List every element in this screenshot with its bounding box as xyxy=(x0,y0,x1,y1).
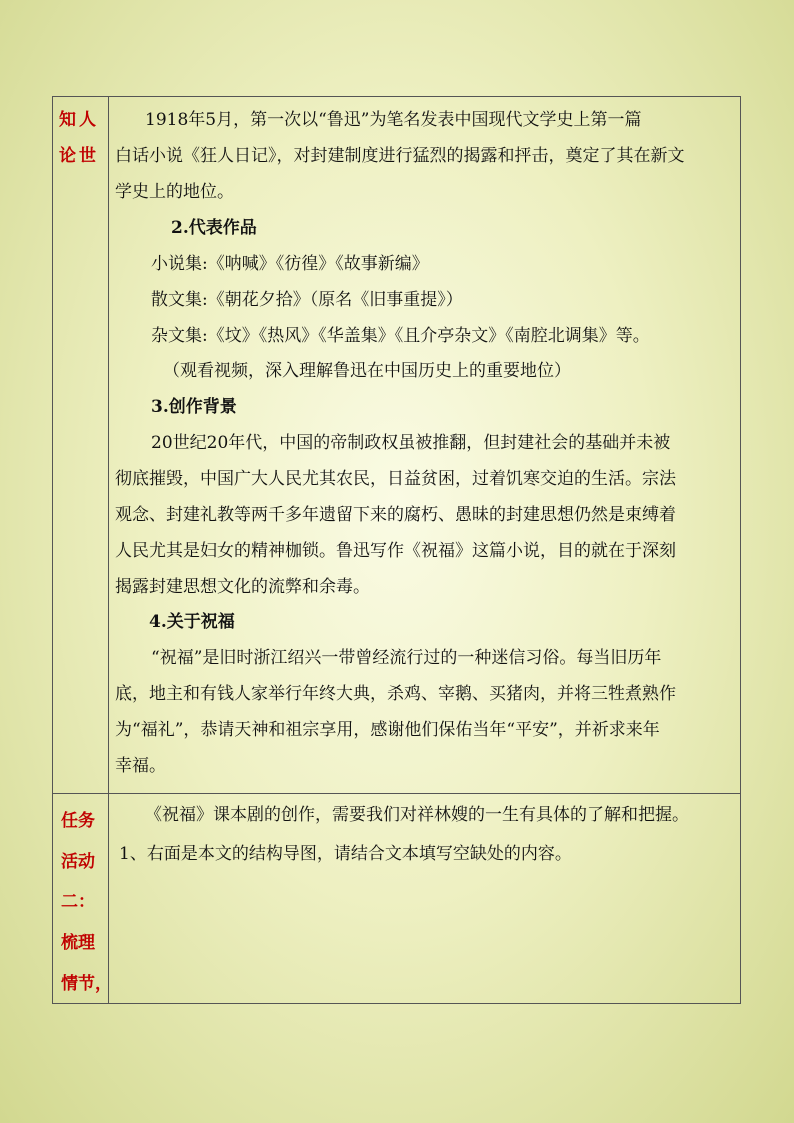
row-divider xyxy=(53,793,740,794)
row2-label-line: 二： xyxy=(61,892,95,912)
paragraph-line: 学史上的地位。 xyxy=(115,182,234,202)
paragraph-line: 人民尤其是妇女的精神枷锁。鲁迅写作《祝福》这篇小说，目的就在于深刻 xyxy=(115,541,676,561)
paragraph-line: 观念、封建礼教等两千多年遗留下来的腐朽、愚昧的封建思想仍然是束缚着 xyxy=(115,505,676,525)
row2-label-line: 任务 xyxy=(61,811,95,831)
paragraph-line: 散文集:《朝花夕拾》（原名《旧事重提》） xyxy=(151,290,463,310)
row2-label-line: 情节， xyxy=(61,974,112,994)
row1-label-line2: 论世 xyxy=(59,146,99,166)
paragraph-line: 杂文集:《坟》《热风》《华盖集》《且介亭杂文》《南腔北调集》等。 xyxy=(151,326,650,346)
paragraph-line: （观看视频，深入理解鲁迅在中国历史上的重要地位） xyxy=(163,361,571,381)
row2-label-line: 梳理 xyxy=(61,933,95,953)
paragraph-line: 彻底摧毁，中国广大人民尤其农民，日益贫困，过着饥寒交迫的生活。宗法 xyxy=(115,469,676,489)
column-divider xyxy=(108,97,109,1003)
task-instruction: 1、右面是本文的结构导图，请结合文本填写空缺处的内容。 xyxy=(119,844,572,864)
paragraph-line: “祝福”是旧时浙江绍兴一带曾经流行过的一种迷信习俗。每当旧历年 xyxy=(151,648,662,668)
paragraph-line: 《祝福》课本剧的创作，需要我们对祥林嫂的一生有具体的了解和把握。 xyxy=(145,805,689,825)
paragraph-line: 小说集:《呐喊》《彷徨》《故事新编》 xyxy=(151,254,429,274)
paragraph-line: 揭露封建思想文化的流弊和余毒。 xyxy=(115,577,370,597)
paragraph-line: 20世纪20年代，中国的帝制政权虽被推翻，但封建社会的基础并未被 xyxy=(151,433,671,453)
content-table xyxy=(52,96,741,1004)
paragraph-line: 幸福。 xyxy=(115,756,166,776)
paragraph-line: 1918年5月，第一次以“鲁迅”为笔名发表中国现代文学史上第一篇 xyxy=(145,110,642,130)
subheading-works: 2.代表作品 xyxy=(171,218,257,238)
subheading-background: 3.创作背景 xyxy=(151,397,237,417)
paragraph-line: 白话小说《狂人日记》，对封建制度进行猛烈的揭露和抨击，奠定了其在新文 xyxy=(115,146,685,166)
row2-label-line: 活动 xyxy=(61,852,95,872)
paragraph-line: 底，地主和有钱人家举行年终大典，杀鸡、宰鹅、买猪肉，并将三牲煮熟作 xyxy=(115,684,676,704)
paragraph-line: 为“福礼”，恭请天神和祖宗享用，感谢他们保佑当年“平安”，并祈求来年 xyxy=(115,720,660,740)
row1-label-line1: 知人 xyxy=(59,110,99,130)
subheading-about-zhufu: 4.关于祝福 xyxy=(149,612,235,632)
